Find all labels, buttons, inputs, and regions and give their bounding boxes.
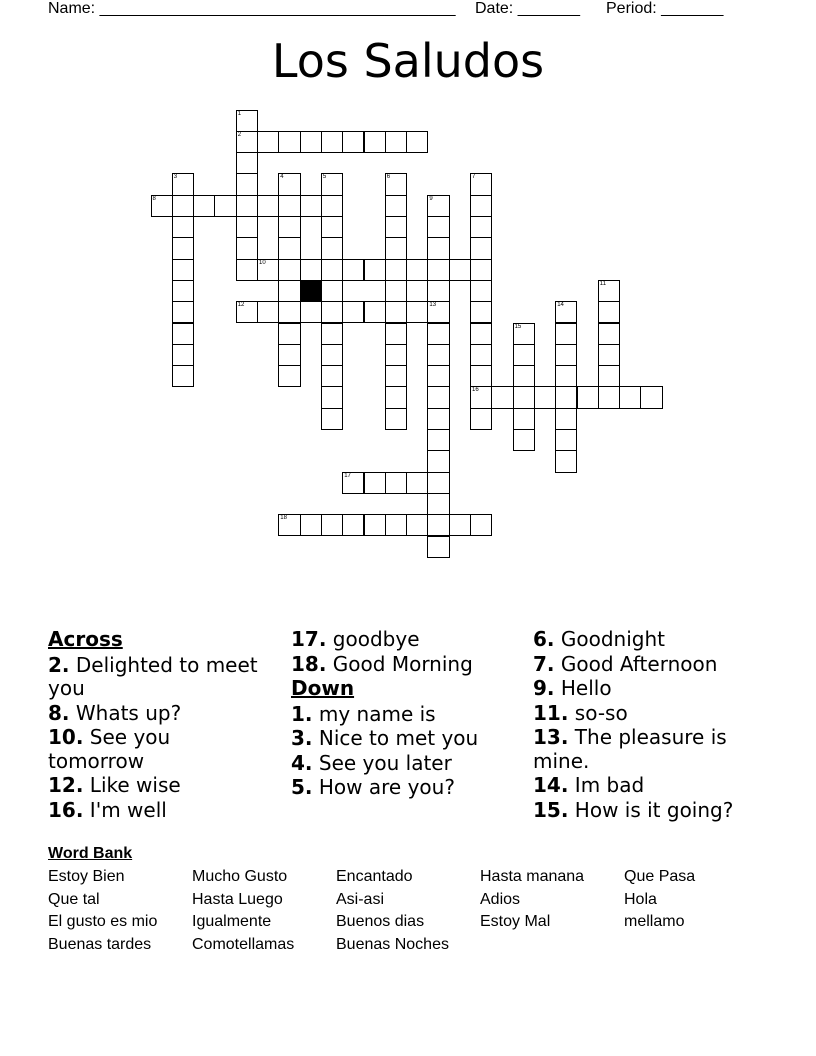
crossword-cell[interactable] xyxy=(342,259,364,281)
crossword-cell[interactable] xyxy=(321,280,343,302)
word-bank-item: El gusto es mio xyxy=(48,913,158,931)
crossword-cell[interactable] xyxy=(236,259,258,281)
crossword-cell[interactable] xyxy=(406,259,428,281)
crossword-cell[interactable] xyxy=(470,195,492,217)
crossword-cell[interactable] xyxy=(172,323,194,345)
crossword-cell[interactable] xyxy=(406,472,428,494)
crossword-cell[interactable] xyxy=(172,237,194,259)
crossword-cell[interactable] xyxy=(172,280,194,302)
clues-column-1 xyxy=(48,628,268,823)
crossword-cell[interactable] xyxy=(598,365,620,387)
crossword-cell[interactable] xyxy=(364,131,386,153)
crossword-cell[interactable] xyxy=(278,216,300,238)
crossword-cell[interactable] xyxy=(470,514,492,536)
word-bank-item: Comotellamas xyxy=(192,936,295,954)
crossword-cell[interactable] xyxy=(427,259,449,281)
crossword-cell[interactable] xyxy=(278,365,300,387)
crossword-cell[interactable] xyxy=(385,131,407,153)
clue-across: 16. I'm well xyxy=(48,797,167,822)
crossword-cell[interactable] xyxy=(321,173,343,195)
clue-number: 6 xyxy=(386,174,391,181)
crossword-cell[interactable] xyxy=(300,259,322,281)
crossword-cell[interactable] xyxy=(321,259,343,281)
clues-column-2 xyxy=(291,628,521,801)
clue-down: 14. Im bad xyxy=(533,773,645,797)
word-bank-item: Encantado xyxy=(336,868,413,885)
crossword-cell[interactable] xyxy=(385,323,407,345)
crossword-cell[interactable] xyxy=(513,386,535,408)
clue-number: 5 xyxy=(322,174,327,181)
clue-down: 7. Good Afternoon xyxy=(533,651,718,676)
crossword-cell[interactable] xyxy=(300,131,322,153)
crossword-cell[interactable] xyxy=(278,173,300,195)
clue-down: 11. so-so xyxy=(533,700,628,725)
crossword-cell[interactable] xyxy=(470,408,492,430)
clue-number: 8 xyxy=(152,195,156,202)
crossword-cell[interactable] xyxy=(555,429,577,451)
crossword-cell[interactable] xyxy=(619,386,641,408)
crossword-cell[interactable] xyxy=(321,301,343,323)
clue-number: 9 xyxy=(429,195,433,202)
clue-number: 4 xyxy=(280,174,284,181)
crossword-cell[interactable] xyxy=(427,493,449,515)
crossword-cell[interactable] xyxy=(449,514,471,536)
crossword-cell[interactable] xyxy=(555,323,577,345)
crossword-cell[interactable] xyxy=(427,408,449,430)
clue-number: 10 xyxy=(259,259,266,266)
crossword-cell[interactable] xyxy=(385,344,407,366)
crossword-cell[interactable] xyxy=(555,386,577,408)
crossword-cell[interactable] xyxy=(470,365,492,387)
crossword-cell[interactable] xyxy=(470,216,492,238)
crossword-cell[interactable] xyxy=(598,301,620,323)
crossword-cell[interactable] xyxy=(278,301,300,323)
crossword-cell[interactable] xyxy=(513,323,535,345)
crossword-cell[interactable] xyxy=(427,514,449,536)
word-bank-item: mellamo xyxy=(624,913,685,931)
crossword-cell[interactable] xyxy=(385,301,407,323)
crossword-cell[interactable] xyxy=(470,173,492,195)
crossword-cell[interactable] xyxy=(427,344,449,366)
crossword-cell[interactable] xyxy=(321,195,343,217)
crossword-cell[interactable] xyxy=(364,514,386,536)
word-bank-item: Adios xyxy=(480,890,521,908)
crossword-cell[interactable] xyxy=(385,365,407,387)
crossword-cell[interactable] xyxy=(427,472,449,494)
crossword-cell[interactable] xyxy=(321,237,343,259)
word-bank-item: Mucho Gusto xyxy=(192,868,288,885)
crossword-cell[interactable] xyxy=(427,365,449,387)
crossword-blocked-cell xyxy=(300,280,322,302)
crossword-cell[interactable] xyxy=(470,344,492,366)
crossword-cell[interactable] xyxy=(427,195,449,217)
crossword-cell[interactable] xyxy=(172,365,194,387)
crossword-cell[interactable] xyxy=(427,429,449,451)
crossword-cell[interactable] xyxy=(555,450,577,472)
clue-down: 5. How are you? xyxy=(291,775,455,799)
crossword-cell[interactable] xyxy=(598,280,620,302)
crossword-cell[interactable] xyxy=(236,173,258,195)
period-field-label: Period: _______ xyxy=(606,0,724,17)
crossword-cell[interactable] xyxy=(321,323,343,345)
crossword-cell[interactable] xyxy=(470,301,492,323)
crossword-cell[interactable] xyxy=(513,429,535,451)
crossword-cell[interactable] xyxy=(513,365,535,387)
clue-down: 9. Hello xyxy=(533,676,612,700)
crossword-cell[interactable] xyxy=(257,301,279,323)
crossword-cell[interactable] xyxy=(385,195,407,217)
clue-number: 16 xyxy=(472,387,479,394)
word-bank-item: Hasta Luego xyxy=(192,890,283,908)
crossword-cell[interactable] xyxy=(321,131,343,153)
crossword-cell[interactable] xyxy=(640,386,662,408)
crossword-cell[interactable] xyxy=(491,386,513,408)
crossword-cell[interactable] xyxy=(236,131,258,153)
word-bank-item: Estoy Mal xyxy=(480,913,551,931)
clue-down: 15. How is it going? xyxy=(533,797,734,822)
crossword-cell[interactable] xyxy=(278,131,300,153)
crossword-cell[interactable] xyxy=(470,280,492,302)
clue-number: 13 xyxy=(429,302,437,309)
crossword-cell[interactable] xyxy=(470,259,492,281)
crossword-cell[interactable] xyxy=(427,386,449,408)
clue-number: 1 xyxy=(237,110,242,117)
word-bank-item: Igualmente xyxy=(192,913,272,931)
crossword-cell[interactable] xyxy=(321,216,343,238)
crossword-cell[interactable] xyxy=(172,259,194,281)
clue-number: 3 xyxy=(173,174,178,181)
clue-across: 8. Whats up? xyxy=(48,700,182,725)
crossword-cell[interactable] xyxy=(278,514,300,536)
crossword-cell[interactable] xyxy=(236,152,258,174)
crossword-cell[interactable] xyxy=(321,386,343,408)
crossword-cell[interactable] xyxy=(300,195,322,217)
clue-down: 6. Goodnight xyxy=(533,627,665,651)
crossword-cell[interactable] xyxy=(406,301,428,323)
crossword-cell[interactable] xyxy=(236,216,258,238)
clue-down: 1. my name is xyxy=(291,701,436,726)
crossword-cell[interactable] xyxy=(257,259,279,281)
word-bank-item: Hola xyxy=(624,890,657,908)
crossword-cell[interactable] xyxy=(364,301,386,323)
crossword-cell[interactable] xyxy=(257,195,279,217)
word-bank-item: Buenas Noches xyxy=(336,936,449,954)
crossword-cell[interactable] xyxy=(342,514,364,536)
crossword-cell[interactable] xyxy=(321,344,343,366)
crossword-cell[interactable] xyxy=(534,386,556,408)
crossword-cell[interactable] xyxy=(385,386,407,408)
crossword-cell[interactable] xyxy=(300,301,322,323)
crossword-cell[interactable] xyxy=(427,536,449,558)
crossword-cell[interactable] xyxy=(278,280,300,302)
crossword-cell[interactable] xyxy=(385,173,407,195)
crossword-cell[interactable] xyxy=(513,344,535,366)
clue-down: 4. See you later xyxy=(291,750,452,775)
crossword-cell[interactable] xyxy=(172,344,194,366)
crossword-cell[interactable] xyxy=(598,344,620,366)
word-bank-item: Que Pasa xyxy=(624,868,696,885)
crossword-cell[interactable] xyxy=(278,195,300,217)
word-bank-item: Estoy Bien xyxy=(48,868,125,885)
clue-down: 3. Nice to met you xyxy=(291,726,479,750)
crossword-cell[interactable] xyxy=(214,195,236,217)
crossword-cell[interactable] xyxy=(427,216,449,238)
crossword-cell[interactable] xyxy=(364,259,386,281)
crossword-cell[interactable] xyxy=(427,301,449,323)
clue-number: 11 xyxy=(599,280,607,287)
crossword-cell[interactable] xyxy=(300,514,322,536)
crossword-cell[interactable] xyxy=(385,216,407,238)
crossword-cell[interactable] xyxy=(193,195,215,217)
crossword-cell[interactable] xyxy=(236,237,258,259)
crossword-cell[interactable] xyxy=(385,259,407,281)
crossword-cell[interactable] xyxy=(427,280,449,302)
down-heading: Down xyxy=(291,676,355,700)
clues-column-3 xyxy=(533,628,768,823)
crossword-cell[interactable] xyxy=(385,472,407,494)
clue-across: 12. Like wise xyxy=(48,773,181,797)
crossword-cell[interactable] xyxy=(278,344,300,366)
clue-number: 15 xyxy=(514,323,522,330)
word-bank-title: Word Bank xyxy=(48,845,133,862)
crossword-cell[interactable] xyxy=(385,280,407,302)
clue-number: 17 xyxy=(344,472,351,479)
across-heading: Across xyxy=(48,627,123,651)
clue-number: 7 xyxy=(472,174,476,181)
crossword-cell[interactable] xyxy=(385,514,407,536)
crossword-cell[interactable] xyxy=(598,386,620,408)
crossword-cell[interactable] xyxy=(151,195,173,217)
crossword-cell[interactable] xyxy=(385,408,407,430)
crossword-cell[interactable] xyxy=(427,237,449,259)
crossword-cell[interactable] xyxy=(342,131,364,153)
crossword-cell[interactable] xyxy=(172,301,194,323)
crossword-cell[interactable] xyxy=(278,323,300,345)
crossword-cell[interactable] xyxy=(470,323,492,345)
page-title: Los Saludos xyxy=(271,34,545,88)
crossword-cell[interactable] xyxy=(278,259,300,281)
crossword-cell[interactable] xyxy=(513,408,535,430)
crossword-cell[interactable] xyxy=(427,323,449,345)
clue-across: 10. See you tomorrow xyxy=(48,725,171,773)
crossword-cell[interactable] xyxy=(321,514,343,536)
crossword-cell[interactable] xyxy=(555,301,577,323)
crossword-cell[interactable] xyxy=(172,216,194,238)
word-bank-item: Asi-asi xyxy=(336,890,385,908)
clue-number: 12 xyxy=(237,302,245,309)
crossword-cell[interactable] xyxy=(449,259,471,281)
clue-number: 18 xyxy=(280,515,287,522)
crossword-cell[interactable] xyxy=(598,323,620,345)
crossword-cell[interactable] xyxy=(577,386,599,408)
crossword-cell[interactable] xyxy=(278,237,300,259)
crossword-cell[interactable] xyxy=(364,472,386,494)
crossword-cell[interactable] xyxy=(385,237,407,259)
crossword-cell[interactable] xyxy=(172,195,194,217)
crossword-cell[interactable] xyxy=(236,301,258,323)
crossword-cell[interactable] xyxy=(342,472,364,494)
crossword-cell[interactable] xyxy=(470,237,492,259)
crossword-cell[interactable] xyxy=(321,408,343,430)
word-bank-item: Que tal xyxy=(48,890,100,908)
crossword-cell[interactable] xyxy=(470,386,492,408)
word-bank-item: Buenas tardes xyxy=(48,936,152,954)
crossword-cell[interactable] xyxy=(427,450,449,472)
crossword-cell[interactable] xyxy=(236,110,258,132)
name-field-label: Name: ________________________________________ xyxy=(48,0,456,17)
clue-across: 18. Good Morning xyxy=(291,651,473,676)
crossword-cell[interactable] xyxy=(342,301,364,323)
crossword-cell[interactable] xyxy=(555,408,577,430)
date-field-label: Date: _______ xyxy=(475,0,580,17)
crossword-cell[interactable] xyxy=(406,514,428,536)
clue-number: 2 xyxy=(237,131,242,138)
crossword-cell[interactable] xyxy=(321,365,343,387)
word-bank-item: Hasta manana xyxy=(480,868,585,885)
crossword-cell[interactable] xyxy=(555,344,577,366)
crossword-cell[interactable] xyxy=(555,365,577,387)
crossword-cell[interactable] xyxy=(406,131,428,153)
clue-number: 14 xyxy=(557,302,564,309)
clue-down: 13. The pleasure is mine. xyxy=(533,725,727,773)
crossword-cell[interactable] xyxy=(257,131,279,153)
crossword-cell[interactable] xyxy=(236,195,258,217)
word-bank-item: Buenos dias xyxy=(336,913,425,931)
clue-across: 2. Delighted to meet you xyxy=(48,652,258,700)
crossword-cell[interactable] xyxy=(172,173,194,195)
clue-across: 17. goodbye xyxy=(291,627,420,651)
